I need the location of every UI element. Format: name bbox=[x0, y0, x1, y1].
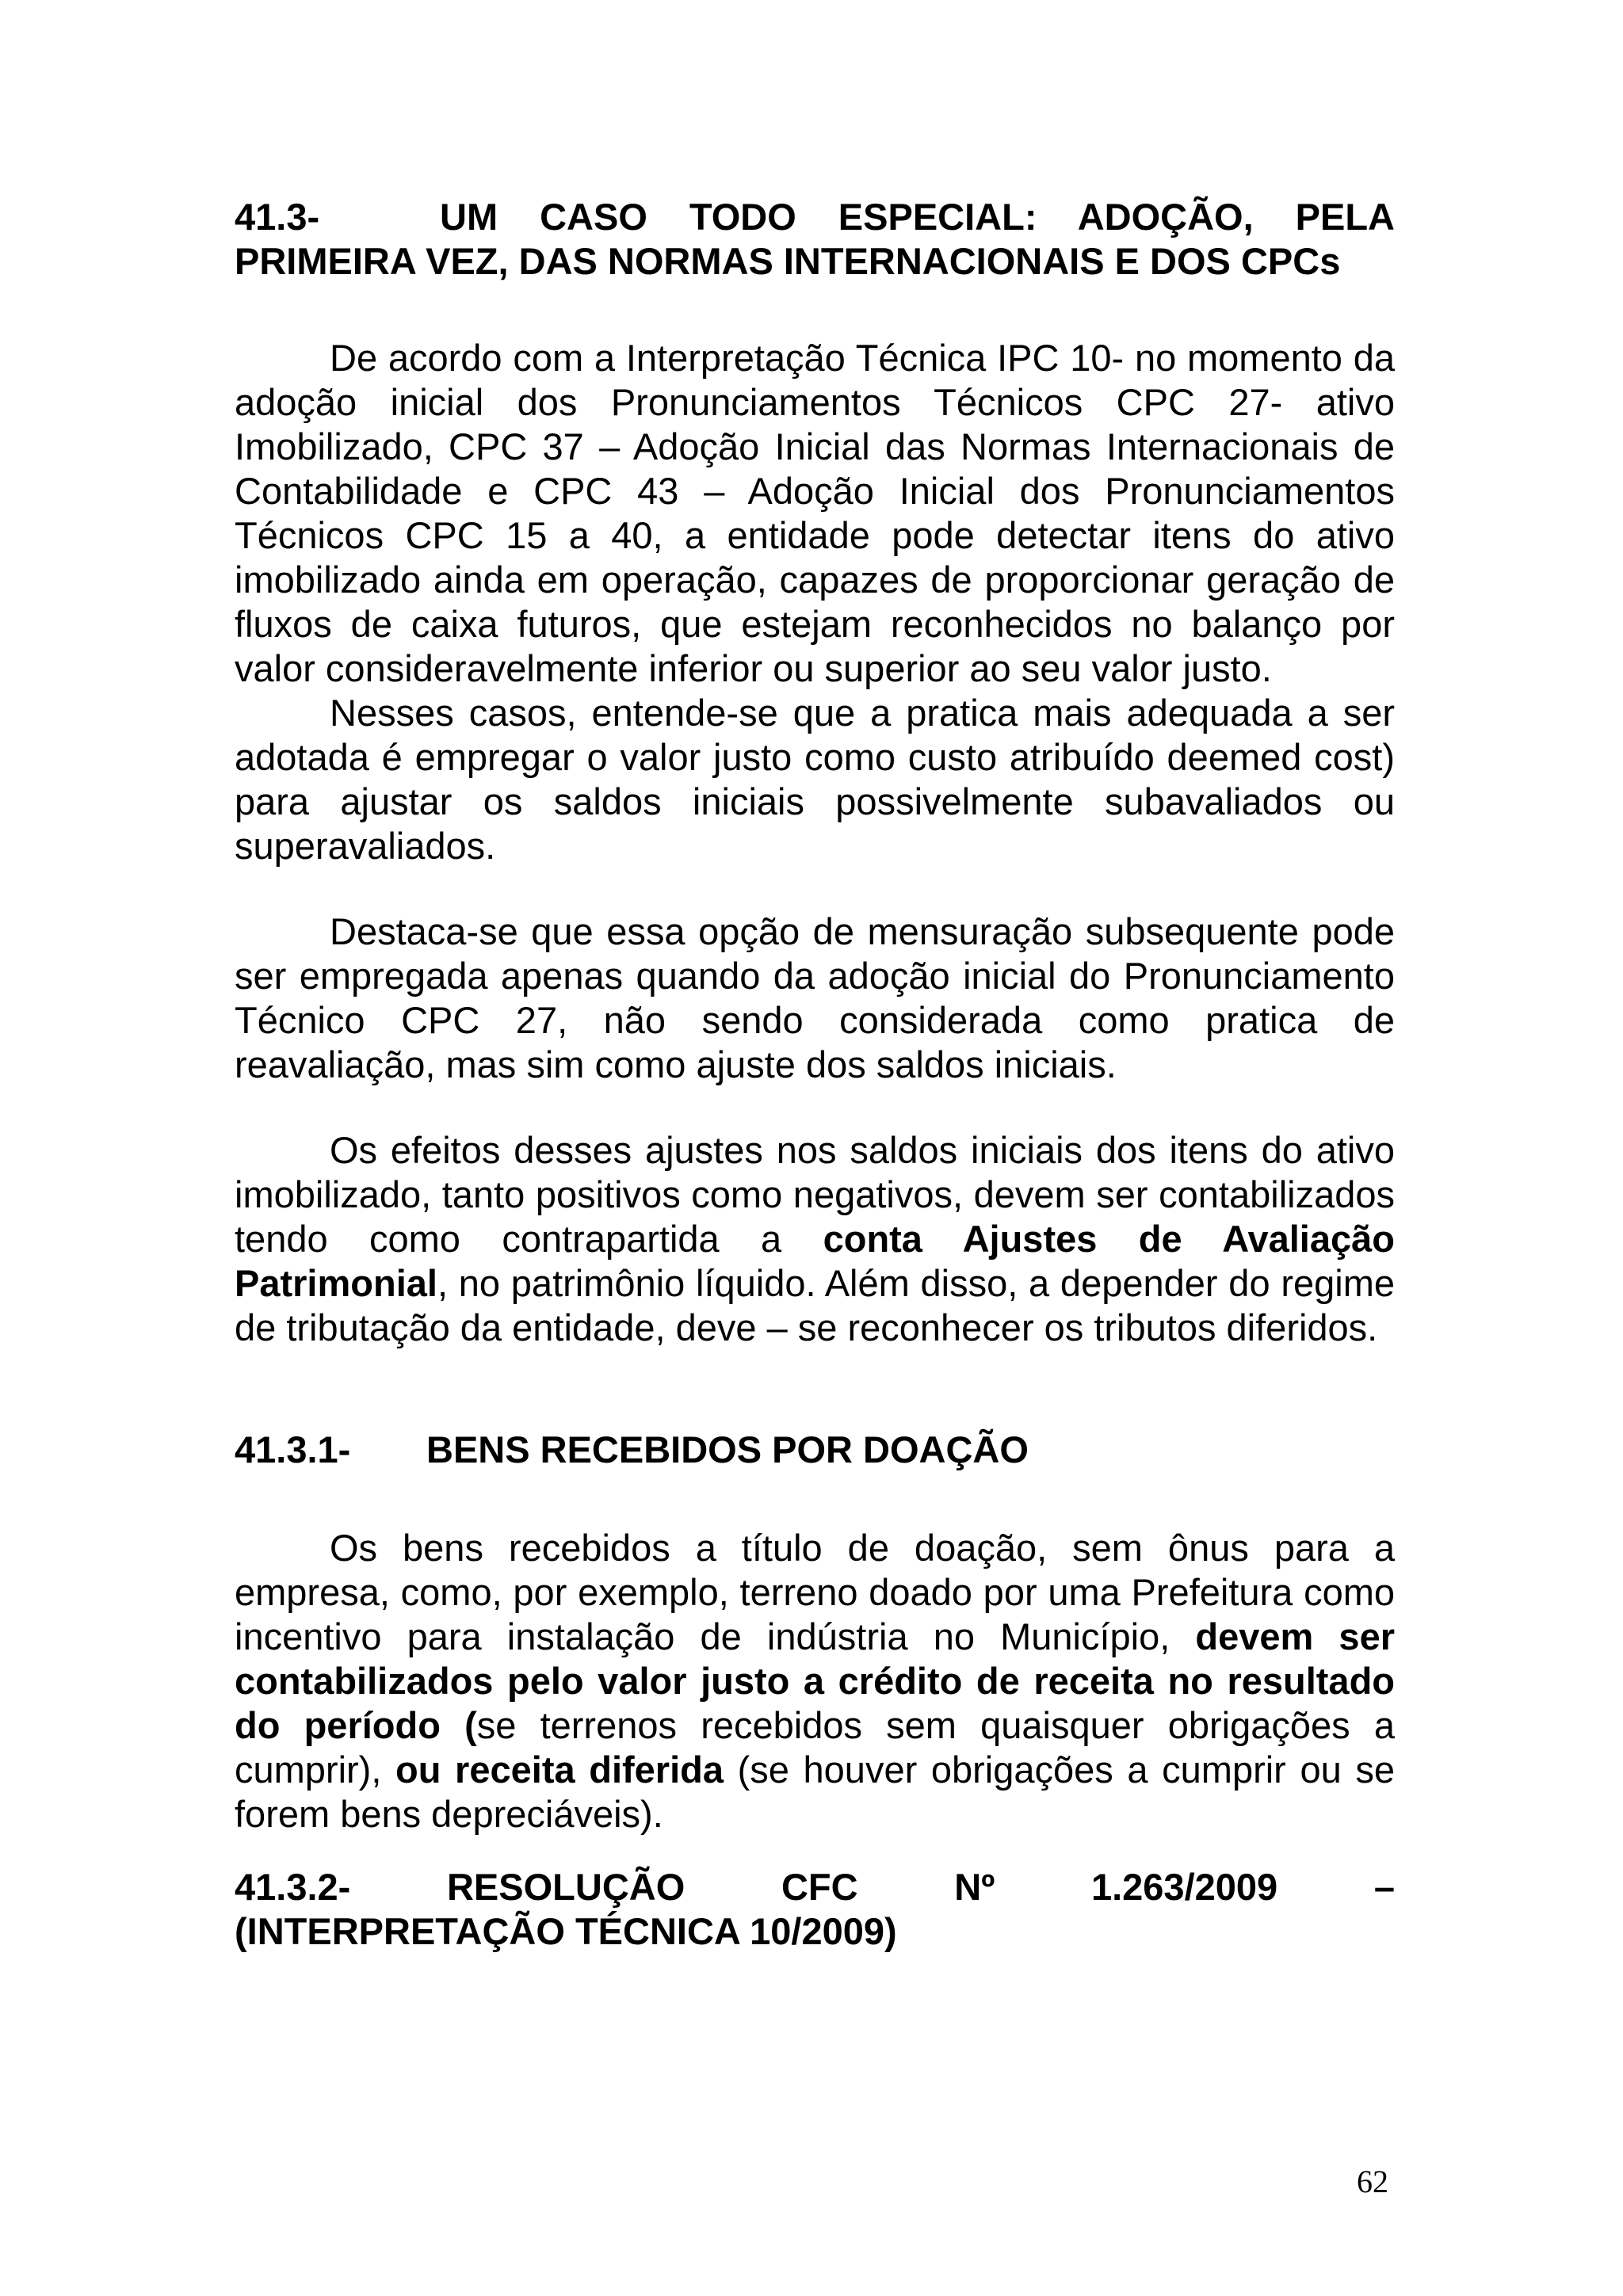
section-41-3-2-number: 41.3.2- bbox=[235, 1866, 351, 1908]
paragraph-4-block bbox=[235, 1128, 1395, 1350]
paragraph-5-text-1: Os bens recebidos a título de doação, sem ônus para a empresa, como, por exemplo, terreno doado por uma Prefeitura como incentivo para instalação de indústria no Município, bbox=[235, 1527, 1395, 1657]
paragraph-3-block bbox=[235, 910, 1395, 1087]
section-41-3-2-word-4: 1.263/2009 bbox=[1090, 1866, 1278, 1908]
paragraph-5-bold-1: devem ser contabilizados pelo valor justo a crédito de receita no resultado do período ( bbox=[235, 1615, 1396, 1746]
section-41-3-heading bbox=[235, 195, 1395, 284]
section-41-3-2-word-3: Nº bbox=[954, 1866, 995, 1908]
section-41-3-body bbox=[235, 336, 1395, 868]
section-41-3-1-heading bbox=[235, 1428, 1395, 1472]
section-41-3-2-word-2: CFC bbox=[781, 1866, 858, 1908]
section-41-3-title-part1: UM CASO TODO ESPECIAL: ADOÇÃO, PELA bbox=[440, 196, 1395, 238]
section-41-3-2-heading bbox=[235, 1865, 1395, 1954]
section-41-3-number: 41.3- bbox=[235, 196, 320, 238]
paragraph-2: Nesses casos, entende-se que a pratica mais adequada a ser adotada é empregar o valor justo como custo atribuído deemed cost) para ajustar os saldos iniciais possivelmente subavaliados ou superavaliados. bbox=[235, 692, 1395, 867]
paragraph-5-text-3: (se houver obrigações a cumprir ou se forem bens depreciáveis). bbox=[235, 1749, 1395, 1835]
paragraph-4 bbox=[235, 1128, 1395, 1350]
section-41-3-2-title-line2: (INTERPRETAÇÃO TÉCNICA 10/2009) bbox=[235, 1910, 897, 1952]
page-number: 62 bbox=[1357, 2164, 1388, 2199]
paragraph-1: De acordo com a Interpretação Técnica IPC 10- no momento da adoção inicial dos Pronunciamentos Técnicos CPC 27- ativo Imobilizado, CPC 37 – Adoção Inicial das Normas Internacionais de Contabilidade e CPC 43 – Adoção Inicial dos Pronunciamentos Técnicos CPC 15 a 40, a entidade pode detectar itens do ativo imobilizado ainda em operação, capazes de proporcionar geração de fluxos de caixa futuros, que estejam reconhecidos no balanço por valor consideravelmente inferior ou superior ao seu valor justo. bbox=[235, 337, 1395, 689]
paragraph-5-text-2: se terrenos recebidos sem quaisquer obrigações a cumprir), bbox=[235, 1704, 1395, 1791]
paragraph-5 bbox=[235, 1526, 1395, 1836]
section-41-3-2-title-line1 bbox=[235, 1865, 1395, 1909]
paragraph-4-text-1: Os efeitos desses ajustes nos saldos iniciais dos itens do ativo imobilizado, tanto positivos como negativos, devem ser contabilizados tendo como contrapartida a bbox=[235, 1129, 1395, 1260]
paragraph-5-bold-2: ou receita diferida bbox=[395, 1749, 724, 1791]
section-41-3-1-body bbox=[235, 1526, 1395, 1836]
section-41-3-2-word-5: – bbox=[1373, 1866, 1395, 1908]
section-41-3-title-line1 bbox=[235, 195, 1395, 239]
section-41-3-1-title: BENS RECEBIDOS POR DOAÇÃO bbox=[426, 1428, 1029, 1470]
paragraph-4-text-2: , no patrimônio líquido. Além disso, a depender do regime de tributação da entidade, deve – se reconhecer os tributos diferidos. bbox=[235, 1262, 1395, 1348]
section-41-3-1-number: 41.3.1- bbox=[235, 1428, 351, 1470]
section-41-3-2-word-1: RESOLUÇÃO bbox=[446, 1866, 685, 1908]
section-41-3-1-title-row bbox=[235, 1428, 1395, 1472]
paragraph-4-bold-1: conta Ajustes de Avaliação Patrimonial bbox=[235, 1218, 1395, 1304]
section-41-3-title-line2: PRIMEIRA VEZ, DAS NORMAS INTERNACIONAIS E DOS CPCs bbox=[235, 240, 1341, 282]
paragraph-3: Destaca-se que essa opção de mensuração subsequente pode ser empregada apenas quando da adoção inicial do Pronunciamento Técnico CPC 27, não sendo considerada como pratica de reavaliação, mas sim como ajuste dos saldos iniciais. bbox=[235, 910, 1395, 1085]
